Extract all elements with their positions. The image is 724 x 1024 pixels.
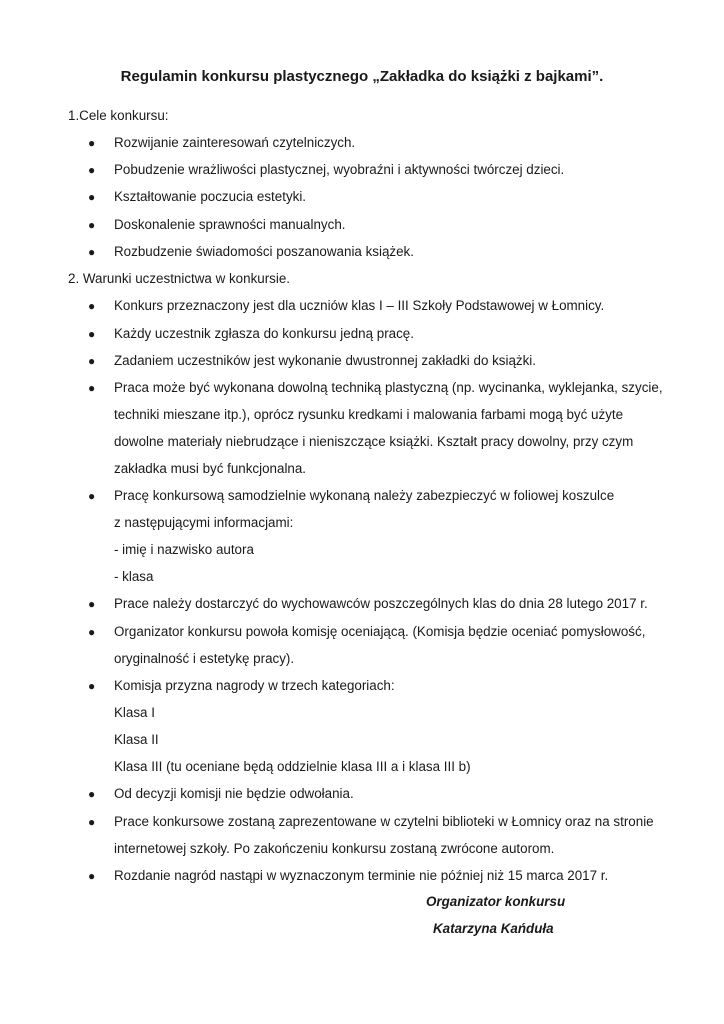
rule-line: Klasa II — [114, 732, 159, 747]
rule-line: Od decyzji komisji nie będzie odwołania. — [114, 786, 354, 801]
bullet-icon: ● — [88, 354, 96, 368]
section1-heading: 1.Cele konkursu: — [68, 108, 169, 123]
bullet-icon: ● — [88, 381, 96, 395]
rule-line: Klasa I — [114, 705, 155, 720]
bullet-icon: ● — [88, 299, 96, 313]
rule-line: internetowej szkoły. Po zakończeniu konkursu zostaną zwrócone autorom. — [114, 841, 555, 856]
bullet-icon: ● — [88, 597, 96, 611]
section2-heading: 2. Warunki uczestnictwa w konkursie. — [68, 271, 291, 286]
goal-item: Kształtowanie poczucia estetyki. — [114, 189, 307, 204]
bullet-icon: ● — [88, 679, 96, 693]
rule-line: - imię i nazwisko autora — [114, 542, 254, 557]
rule-line: Klasa III (tu oceniane będą oddzielnie klasa III a i klasa III b) — [114, 759, 471, 774]
rule-line: z następującymi informacjami: — [114, 515, 294, 530]
rule-line: Organizator konkursu powoła komisję oceniającą. (Komisja będzie oceniać pomysłowość, — [114, 624, 646, 639]
bullet-icon: ● — [88, 190, 96, 204]
rule-line: dowolne materiały niebrudzące i nieniszczące książki. Kształt pracy dowolny, przy czym — [114, 434, 634, 449]
bullet-icon: ● — [88, 625, 96, 639]
signature-role: Organizator konkursu — [426, 894, 566, 909]
bullet-icon: ● — [88, 787, 96, 801]
rule-line: techniki mieszane itp.), oprócz rysunku kredkami i malowania farbami mogą być użyte — [114, 407, 624, 422]
bullet-icon: ● — [88, 218, 96, 232]
goal-item: Doskonalenie sprawności manualnych. — [114, 217, 346, 232]
goal-item: Rozwijanie zainteresowań czytelniczych. — [114, 135, 356, 150]
bullet-icon: ● — [88, 245, 96, 259]
rule-line: Konkurs przeznaczony jest dla uczniów klas I – III Szkoły Podstawowej w Łomnicy. — [114, 298, 605, 313]
rule-line: Każdy uczestnik zgłasza do konkursu jedną pracę. — [114, 326, 414, 341]
signature-name: Katarzyna Kańduła — [433, 921, 554, 936]
rule-line: Praca może być wykonana dowolną techniką plastyczną (np. wycinanka, wyklejanka, szycie, — [114, 380, 663, 395]
bullet-icon: ● — [88, 327, 96, 341]
rule-line: Rozdanie nagród nastąpi w wyznaczonym terminie nie później niż 15 marca 2017 r. — [114, 868, 609, 883]
rule-line: Pracę konkursową samodzielnie wykonaną należy zabezpieczyć w foliowej koszulce — [114, 488, 615, 503]
bullet-icon: ● — [88, 489, 96, 503]
bullet-icon: ● — [88, 136, 96, 150]
rule-line: Prace należy dostarczyć do wychowawców poszczególnych klas do dnia 28 lutego 2017 r. — [114, 596, 648, 611]
bullet-icon: ● — [88, 869, 96, 883]
rule-line: zakładka musi być funkcjonalna. — [114, 461, 307, 476]
rule-line: Komisja przyzna nagrody w trzech kategoriach: — [114, 678, 395, 693]
goal-item: Pobudzenie wrażliwości plastycznej, wyobraźni i aktywności twórczej dzieci. — [114, 162, 565, 177]
rule-line: oryginalność i estetykę pracy). — [114, 651, 295, 666]
document-title: Regulamin konkursu plastycznego „Zakładka do książki z bajkami”. — [120, 68, 604, 85]
bullet-icon: ● — [88, 163, 96, 177]
rule-line: Prace konkursowe zostaną zaprezentowane w czytelni biblioteki w Łomnicy oraz na stronie — [114, 814, 654, 829]
rule-line: Zadaniem uczestników jest wykonanie dwustronnej zakładki do książki. — [114, 353, 537, 368]
goal-item: Rozbudzenie świadomości poszanowania książek. — [114, 244, 414, 259]
rule-line: - klasa — [114, 569, 154, 584]
bullet-icon: ● — [88, 815, 96, 829]
